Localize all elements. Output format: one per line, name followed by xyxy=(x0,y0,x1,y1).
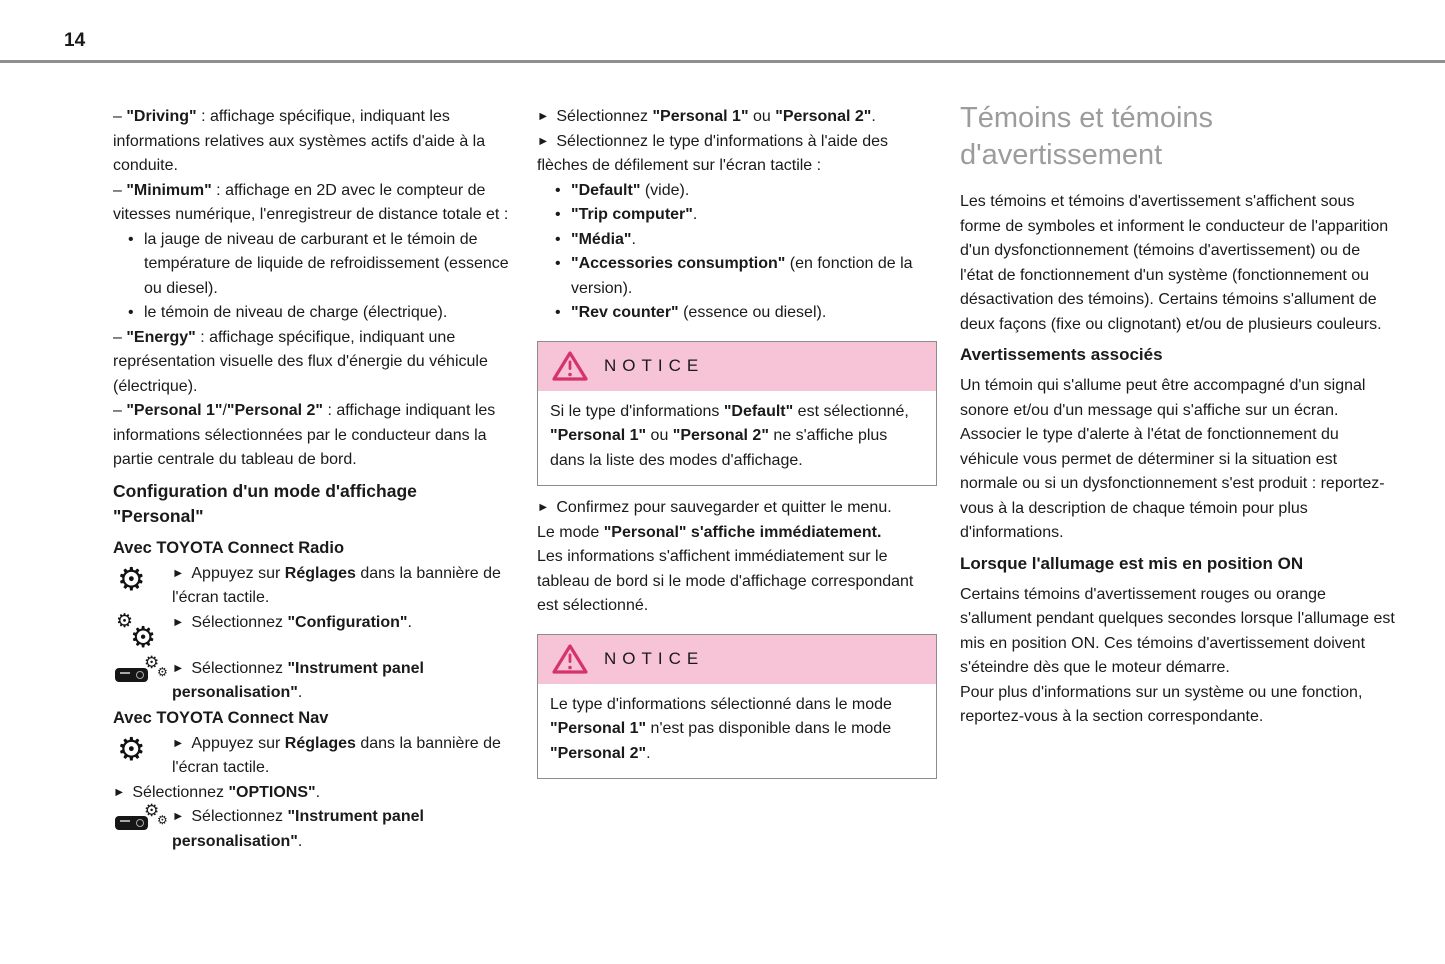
gear-glyph: ⚙ xyxy=(144,652,160,672)
gear-glyph-small: ⚙ xyxy=(157,664,168,679)
step-arrow-icon: ► xyxy=(537,500,550,514)
step-text xyxy=(172,562,511,611)
notice-header xyxy=(538,635,936,684)
bullet-icon: • xyxy=(128,304,134,321)
step-label: Sélectionnez "OPTIONS". xyxy=(132,783,321,801)
bullet-icon: • xyxy=(555,206,561,223)
gear-glyph: ⚙ xyxy=(117,730,146,767)
list-item-text: "Accessories consumption" (en fonction de la version). xyxy=(571,255,913,297)
step-arrow-icon: ► xyxy=(172,614,185,629)
step-row xyxy=(113,732,511,781)
list-item-text: "Default" (vide). xyxy=(571,181,690,199)
list-item-text: "Média". xyxy=(571,230,636,248)
sub-heading-associated-warnings: Avertissements associés xyxy=(960,345,1163,364)
step-arrow-icon: ► xyxy=(172,660,185,675)
body-paragraph: Certains témoins d'avertissement rouges ou orange s'allument pendant quelques secondes lorsque l'allumage est mis en position ON. Ces témoins d'avertissement doivent s'éteindre dès que le moteur démarre. xyxy=(960,585,1395,676)
column-left xyxy=(113,105,511,854)
list-item-text: "Rev counter" (essence ou diesel). xyxy=(571,304,827,321)
step-arrow-icon: ► xyxy=(172,735,185,750)
step-arrow-icon: ► xyxy=(172,565,185,580)
step-text xyxy=(172,611,511,636)
sub-heading-connect-radio: Avec TOYOTA Connect Radio xyxy=(113,538,345,557)
body-paragraph: Les témoins et témoins d'avertissement s'affichent sous forme de symboles et informent le conducteur de l'apparition d'un dysfonctionnement (témoins d'avertissement) ou de l'état de fonctionnement d'un système (fonctionnement ou désactivation des témoins). Certains témoins s'allument de deux façons (fixe ou clignotant) et/ou de plusieurs couleurs. xyxy=(960,193,1389,333)
step-row xyxy=(113,652,511,706)
body-paragraph: Associer le type d'alerte à l'état de fonctionnement du véhicule vous permet de déterminer si la situation est normale ou si un dysfonctionnement s'est produit : reportez-vous à la description de chaque témoin pour plus d'informations. xyxy=(960,426,1385,541)
section-heading: Configuration d'un mode d'affichage "Personal" xyxy=(113,480,417,526)
gear-glyph: ⚙ xyxy=(144,801,160,820)
notice-text: Le type d'informations sélectionné dans le mode "Personal 1" n'est pas disponible dans le mode "Personal 2". xyxy=(550,695,892,762)
step-arrow-icon: ► xyxy=(537,133,550,148)
minimum-mode-item: – "Minimum" : affichage en 2D avec le compteur de vitesses numérique, l'enregistreur de distance totale et : xyxy=(113,181,509,223)
info-type-list xyxy=(537,179,937,326)
column-middle xyxy=(537,105,937,789)
step-label: Sélectionnez "Instrument panel personalisation". xyxy=(172,808,424,850)
notice-box xyxy=(537,634,937,780)
step-arrow-icon: ► xyxy=(113,784,126,799)
step-row xyxy=(113,611,511,657)
chapter-title: Témoins et témoins d'avertissement xyxy=(960,102,1214,171)
configuration-gears-icon xyxy=(113,611,172,657)
step-label: Sélectionnez "Personal 1" ou "Personal 2". xyxy=(556,108,876,125)
notice-box xyxy=(537,341,937,487)
step-text xyxy=(537,105,937,130)
gear-glyph-large: ⚙ xyxy=(130,621,156,654)
step-row xyxy=(113,562,511,611)
column-right xyxy=(960,100,1396,730)
instrument-panel-icon xyxy=(113,652,172,687)
settings-gear-icon xyxy=(113,562,172,598)
notice-title: NOTICE xyxy=(604,355,705,375)
list-item xyxy=(555,179,937,204)
settings-gear-icon xyxy=(113,732,172,768)
bullet-icon: • xyxy=(555,230,561,248)
step-text xyxy=(113,781,511,806)
notice-text: Si le type d'informations "Default" est sélectionné, "Personal 1" ou "Personal 2" ne s'affiche plus dans la liste des modes d'affichage. xyxy=(550,402,909,469)
bullet-icon: • xyxy=(555,304,561,321)
personal-mode-item: – "Personal 1"/"Personal 2" : affichage indiquant les informations sélectionnées par le conducteur dans la partie centrale du tableau de bord. xyxy=(113,402,496,468)
warning-triangle-icon xyxy=(552,350,588,382)
list-item xyxy=(113,301,511,326)
page-number: 14 xyxy=(64,30,86,51)
step-text xyxy=(172,805,511,854)
list-item-text: "Trip computer". xyxy=(571,206,698,223)
list-item xyxy=(555,228,937,253)
result-text: Le mode "Personal" s'affiche immédiatement. xyxy=(537,523,882,541)
instrument-panel-icon xyxy=(113,801,172,835)
body-paragraph: Pour plus d'informations sur un système ou une fonction, reportez-vous à la section correspondante. xyxy=(960,683,1363,725)
gear-glyph: ⚙ xyxy=(117,560,146,597)
warning-triangle-icon xyxy=(552,643,588,675)
list-item xyxy=(555,301,937,326)
step-text xyxy=(172,732,511,781)
gear-glyph-small: ⚙ xyxy=(157,813,168,827)
step-label: Appuyez sur Réglages dans la bannière de l'écran tactile. xyxy=(172,734,501,776)
bullet-icon: • xyxy=(555,181,561,199)
step-arrow-icon: ► xyxy=(537,109,550,123)
step-label: Sélectionnez "Instrument panel personalisation". xyxy=(172,659,424,701)
step-text xyxy=(537,496,937,521)
list-item xyxy=(555,252,937,301)
step-label: Appuyez sur Réglages dans la bannière de l'écran tactile. xyxy=(172,564,501,606)
body-paragraph: Un témoin qui s'allume peut être accompagné d'un signal sonore et/ou d'un message qui s'affiche sur un écran. xyxy=(960,377,1366,419)
notice-header xyxy=(538,342,936,391)
list-item-text: la jauge de niveau de carburant et le témoin de température de liquide de refroidissement (essence ou diesel). xyxy=(144,230,509,297)
step-arrow-icon: ► xyxy=(172,809,185,823)
driving-mode-item: – "Driving" : affichage spécifique, indiquant les informations relatives aux systèmes actifs d'aide à la conduite. xyxy=(113,108,486,174)
bullet-icon: • xyxy=(555,255,561,272)
list-item xyxy=(113,228,511,302)
body-paragraph: Les informations s'affichent immédiatement sur le tableau de bord si le mode d'affichage correspondant est sélectionné. xyxy=(537,548,914,614)
step-label: Sélectionnez "Configuration". xyxy=(191,613,412,631)
step-label: Sélectionnez le type d'informations à l'aide des flèches de défilement sur l'écran tactile : xyxy=(537,132,889,174)
energy-mode-item: – "Energy" : affichage spécifique, indiquant une représentation visuelle des flux d'énergie du véhicule (électrique). xyxy=(113,328,488,395)
bullet-icon: • xyxy=(128,230,134,248)
notice-title: NOTICE xyxy=(604,648,705,668)
list-item-text: le témoin de niveau de charge (électrique). xyxy=(144,304,448,321)
gear-glyph-small: ⚙ xyxy=(116,610,134,632)
list-item xyxy=(555,203,937,228)
step-text xyxy=(172,657,511,706)
step-label: Confirmez pour sauvegarder et quitter le menu. xyxy=(556,499,892,516)
header-rule xyxy=(0,60,1445,63)
step-text xyxy=(537,130,937,179)
sub-heading-connect-nav: Avec TOYOTA Connect Nav xyxy=(113,708,329,727)
step-row xyxy=(113,801,511,854)
sub-heading-ignition-on: Lorsque l'allumage est mis en position ON xyxy=(960,553,1304,573)
